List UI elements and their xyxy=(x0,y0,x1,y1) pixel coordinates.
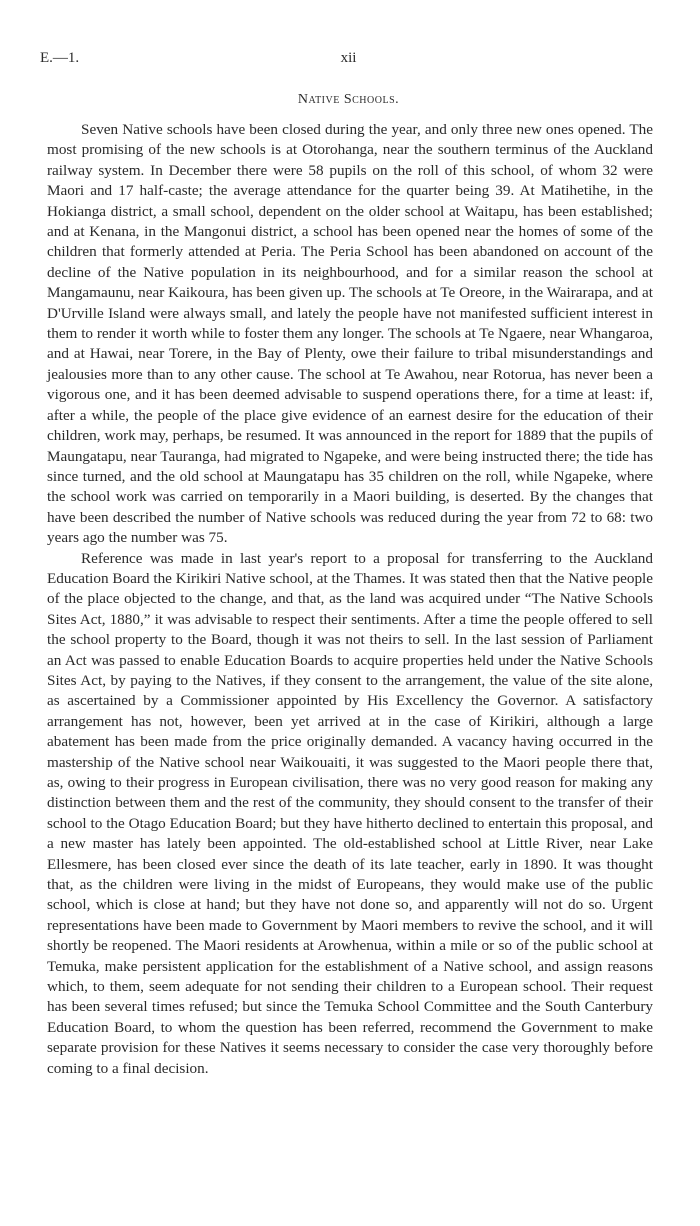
page-header xyxy=(40,50,657,72)
paragraph: Seven Native schools have been closed during the year, and only three new ones opened. The most promising of the new schools is at Otorohanga, near the southern terminus of the Auckland railway system. In December there were 58 pupils on the roll of this school, of whom 32 were Maori and 17 half-caste; the average attendance for the quarter being 39. At Matihetihe, in the Hokianga district, a small school, dependent on the older school at Waitapu, has been established; and at Kenana, in the Mangonui district, a school has been opened near the homes of some of the children that formerly attended at Peria. The Peria School has been abandoned on account of the decline of the Native population in its neighbourhood, and for a similar reason the school at Mangamaunu, near Kaikoura, has been given up. The schools at Te Oreore, in the Wairarapa, and at D'Urville Island were always small, and lately the people have not manifested sufficient interest in them to render it worth while to foster them any longer. The schools at Te Ngaere, near Whangaroa, and at Hawai, near Torere, in the Bay of Plenty, owe their failure to tribal misunderstandings and jealousies more than to any other cause. The school at Te Awahou, near Rotorua, has never been a vigorous one, and it has been deemed advisable to suspend operations there, for a time at least: if, after a while, the people of the place give evidence of an earnest desire for the education of their children, work may, perhaps, be resumed. It was announced in the report for 1889 that the pupils of Maungatapu, near Tauranga, had migrated to Ngapeke, and were being instructed there; the tide has since turned, and the old school at Maungatapu has 35 children on the roll, while Ngapeke, where the school work was carried on temporarily in a Maori building, is deserted. By the changes that have been described the number of Native schools was reduced during the year from 72 to 68: two years ago the number was 75. xyxy=(47,121,653,547)
page-number: xii xyxy=(340,50,357,66)
document-reference: E.—1. xyxy=(40,50,80,66)
body-text xyxy=(47,120,653,1079)
section-title: Native Schools. xyxy=(297,92,400,107)
paragraph: Reference was made in last year's report to a proposal for transferring to the Auckland Education Board the Kirikiri Native school, at the Thames. It was stated then that the Native people of the place objected to the change, and that, as the land was acquired under “The Native Schools Sites Act, 1880,” it was advisable to respect their sentiments. After a time the people offered to sell the school property to the Board, though it was not theirs to sell. In the last session of Parliament an Act was passed to enable Education Boards to acquire properties held under the Native Schools Sites Act, by paying to the Natives, if they consent to the arrangement, the value of the site alone, as ascertained by a Commissioner appointed by His Excellency the Governor. A satisfactory arrangement has not, however, been yet arrived at in the case of Kirikiri, although a large abatement has been made from the price originally demanded. A vacancy having occurred in the mastership of the Native school near Waikouaiti, it was suggested to the Maori people there that, as, owing to their progress in European civilisation, there was no very good reason for making any distinction between them and the rest of the community, they should consent to the transfer of their school to the Otago Education Board; but they have hitherto declined to entertain this proposal, and a new master has lately been appointed. The old-established school at Little River, near Lake Ellesmere, has been closed ever since the death of its late teacher, early in 1890. It was thought that, as the children were living in the midst of Europeans, they would make use of the public school, which is close at hand; but they have not done so, and apparently will not do so. Urgent representations have been made to Government by Maori members to revive the school, and it will shortly be reopened. The Maori residents at Arowhenua, within a mile or so of the public school at Temuka, make persistent application for the establishment of a Native school, and assign reasons which, to them, seem adequate for not sending their children to a European school. Their request has been several times refused; but since the Temuka School Committee and the South Canterbury Education Board, to whom the question has been referred, recommend the Government to make separate provision for these Natives it seems necessary to consider the case very thoroughly before coming to a final decision. xyxy=(47,549,653,1077)
